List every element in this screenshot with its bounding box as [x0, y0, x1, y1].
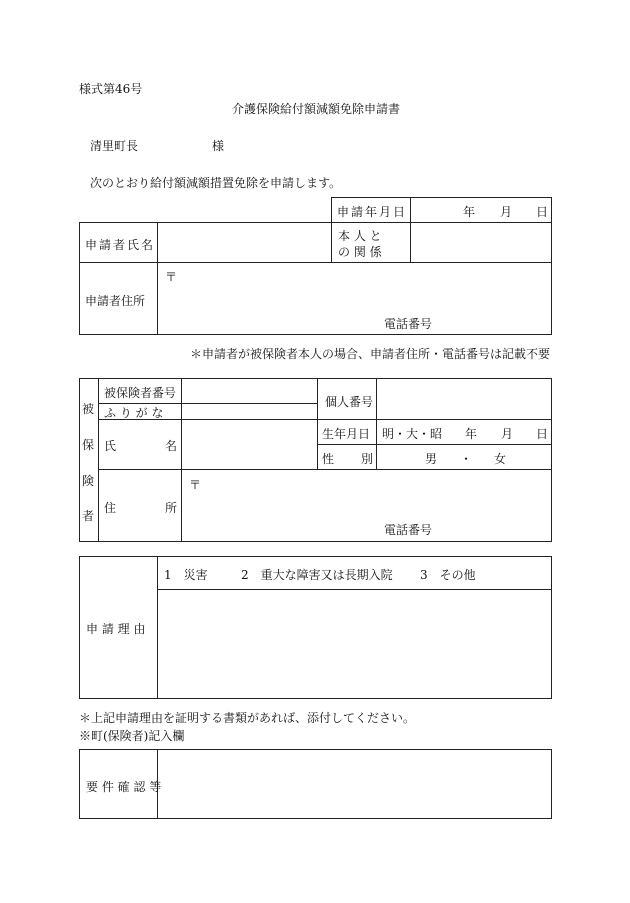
date-label: 申請年月日	[337, 205, 408, 219]
office-label: 要 件 確 認 等	[86, 780, 162, 794]
office-confirmation-field[interactable]	[162, 753, 548, 815]
dob-day: 日	[536, 427, 549, 441]
reason-detail-field[interactable]	[162, 594, 548, 694]
insured-phone-label: 電話番号	[384, 523, 433, 537]
addressee: 清里町長	[90, 139, 139, 153]
intro-text: 次のとおり給付額減額措置免除を申請します。	[90, 176, 342, 190]
personal-number-label: 個人番号	[325, 395, 374, 409]
applicant-name-label: 申請者氏名	[85, 238, 156, 252]
personal-number-field[interactable]	[379, 381, 549, 417]
reason-label: 申 請 理 由	[86, 622, 146, 636]
applicant-postal-mark: 〒	[165, 270, 178, 284]
dob-label: 生年月日	[322, 427, 371, 441]
honorific: 様	[212, 139, 225, 153]
date-month: 月	[500, 205, 513, 219]
applicant-name-field[interactable]	[160, 226, 330, 260]
insured-address-field[interactable]	[205, 476, 548, 518]
reason-option-other[interactable]: 3 その他	[420, 568, 476, 582]
insured-side-char-4: 者	[82, 509, 95, 523]
insured-side-char-2: 保	[82, 438, 95, 452]
sex-female-option[interactable]: 女	[494, 452, 507, 466]
insured-name-field[interactable]	[184, 422, 314, 466]
insured-side-char-3: 険	[82, 474, 95, 488]
insured-address-label-2: 所	[165, 501, 178, 515]
reason-option-disability[interactable]: 2 重大な障害又は長期入院	[241, 568, 393, 582]
insured-side-char-1: 被	[82, 402, 95, 416]
sex-male-option[interactable]: 男	[425, 452, 438, 466]
applicant-phone-field[interactable]	[440, 313, 548, 331]
insured-postal-mark: 〒	[189, 478, 202, 492]
dob-month: 月	[501, 427, 514, 441]
applicant-phone-label: 電話番号	[384, 317, 433, 331]
insured-number-field[interactable]	[184, 381, 314, 401]
applicant-address-field[interactable]	[180, 268, 548, 312]
applicant-address-label: 申請者住所	[85, 294, 146, 308]
relation-label-2: の 関 係	[338, 245, 382, 259]
relation-field[interactable]	[413, 226, 549, 260]
reason-note: ＊上記申請理由を証明する書類があれば、添付してください。	[79, 711, 416, 725]
dob-year: 年	[465, 427, 478, 441]
sex-separator: ・	[460, 452, 473, 466]
furigana-label: ふ り が な	[104, 406, 164, 420]
relation-label-1: 本 人 と	[338, 229, 382, 243]
date-year: 年	[463, 205, 476, 219]
form-title: 介護保険給付額減額免除申請書	[232, 102, 401, 116]
insured-address-label-1: 住	[104, 501, 117, 515]
era-options[interactable]: 明・大・昭	[382, 427, 443, 441]
sex-label-2: 別	[361, 452, 374, 466]
office-use-heading: ※町(保険者)記入欄	[79, 729, 185, 743]
insured-name-label-1: 氏	[104, 439, 117, 453]
reason-option-disaster[interactable]: 1 災害	[164, 568, 208, 582]
insured-number-label: 被保険者番号	[104, 386, 177, 400]
form-number: 様式第46号	[79, 82, 143, 96]
applicant-note: ＊申請者が被保険者本人の場合、申請者住所・電話番号は記載不要	[190, 347, 551, 361]
sex-label-1: 性	[322, 452, 335, 466]
insured-phone-field[interactable]	[440, 519, 548, 537]
furigana-field[interactable]	[184, 405, 314, 418]
insured-name-label-2: 名	[165, 439, 178, 453]
date-day: 日	[536, 205, 549, 219]
